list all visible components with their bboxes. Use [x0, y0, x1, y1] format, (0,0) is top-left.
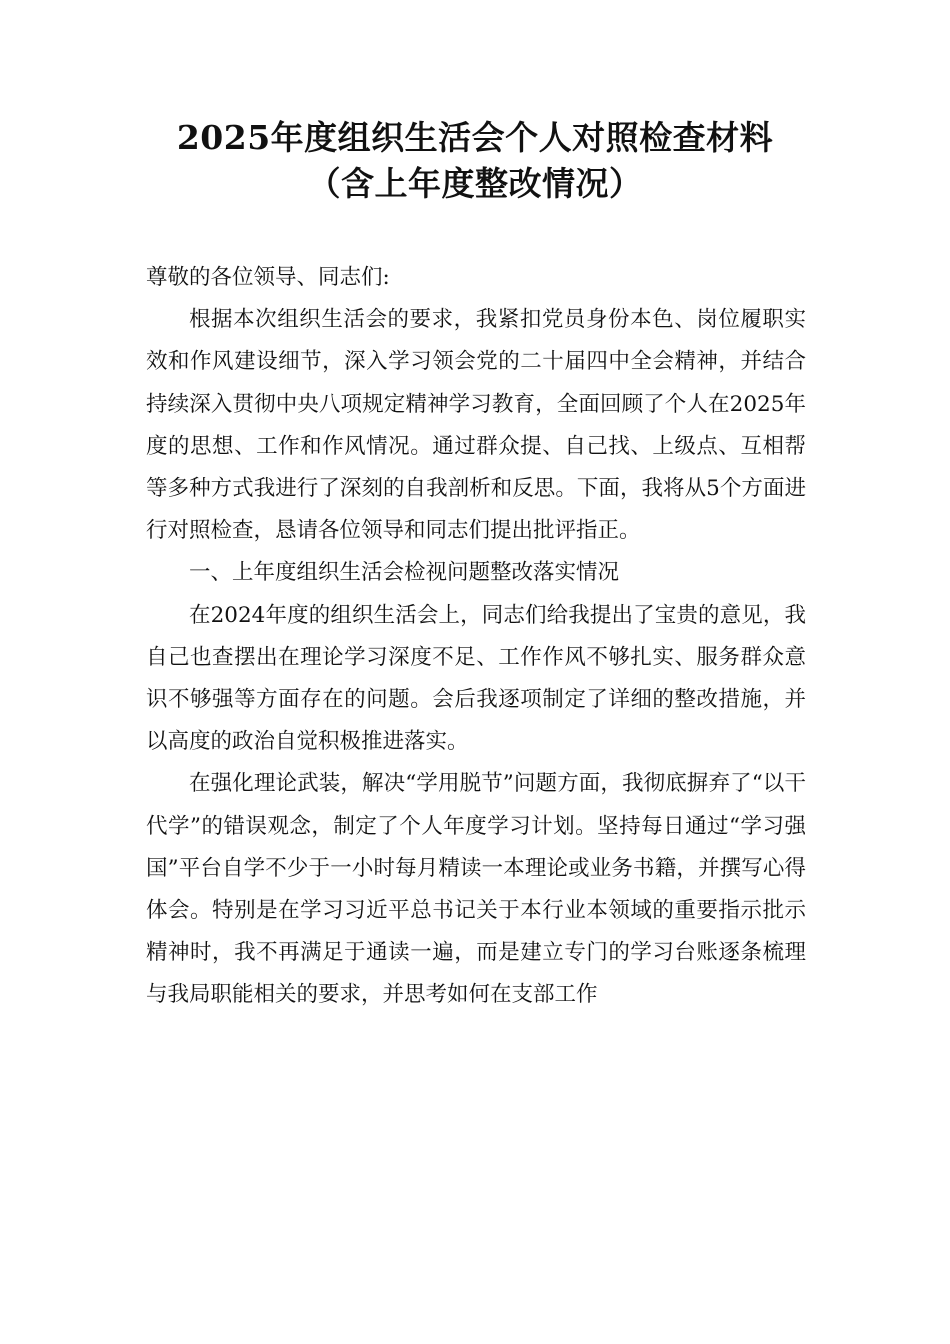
section-paragraph: 在强化理论武装，解决“学用脱节”问题方面，我彻底摒弃了“以干代学”的错误观念，制定了个人年度学习计划。坚持每日通过“学习强国”平台自学不少于一小时每月精读一本理论或业务书籍，并撰写心得体会。特别是在学习习近平总书记关于本行业本领域的重要指示批示精神时，我不再满足于通读一遍，而是建立专门的学习台账逐条梳理与我局职能相关的要求，并思考如何在支部工作 [146, 771, 806, 1008]
section-paragraph: 在2024年度的组织生活会上，同志们给我提出了宝贵的意见，我自己也查摆出在理论学习深度不足、工作作风不够扎实、服务群众意识不够强等方面存在的问题。会后我逐项制定了详细的整改措施，并以高度的政治自觉积极推进落实。 [146, 602, 806, 755]
salutation: 尊敬的各位领导、同志们: [146, 265, 390, 290]
document-title-line-1: 2025年度组织生活会个人对照检查材料 [176, 118, 774, 157]
section-heading: 一、上年度组织生活会检视问题整改落实情况 [189, 560, 620, 586]
document-title-line-2: （含上年度整改情况） [307, 164, 643, 203]
intro-paragraph: 根据本次组织生活会的要求，我紧扣党员身份本色、岗位履职实效和作风建设细节，深入学习领会党的二十届四中全会精神，并结合持续深入贯彻中央八项规定精神学习教育，全面回顾了个人在2025年度的思想、工作和作风情况。通过群众提、自己找、上级点、互相帮等多种方式我进行了深刻的自我剖析和反思。下面，我将从5个方面进行对照检查，恳请各位领导和同志们提出批评指正。 [146, 307, 806, 544]
document-body [146, 257, 806, 1017]
